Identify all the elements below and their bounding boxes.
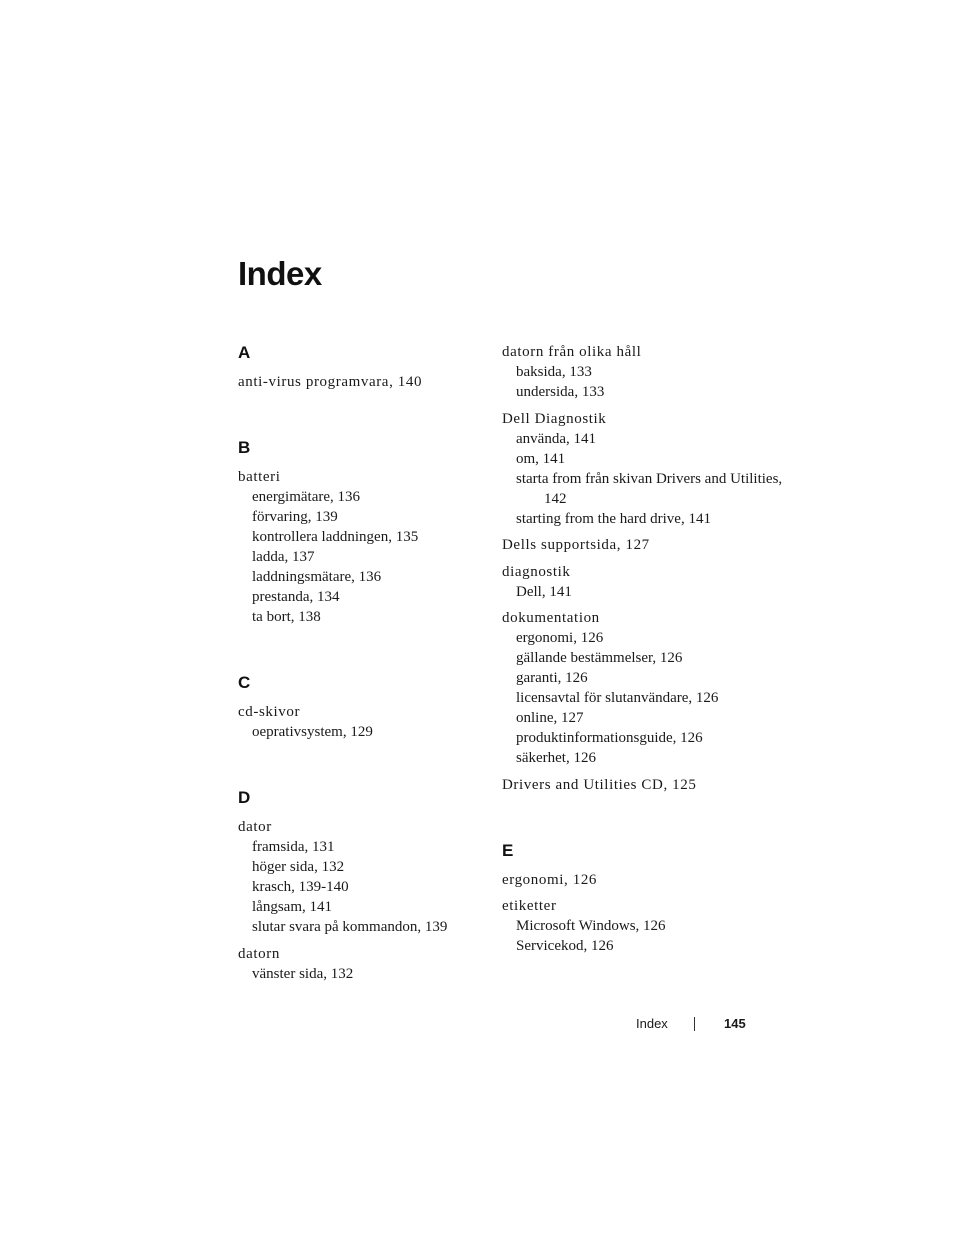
index-subterm: gällande bestämmelser, 126 bbox=[516, 650, 683, 666]
index-entry bbox=[238, 817, 488, 937]
index-subterm: höger sida, 132 bbox=[252, 859, 345, 875]
index-section bbox=[238, 787, 488, 984]
index-entry bbox=[502, 608, 752, 768]
index-term: batteri bbox=[238, 469, 281, 485]
index-subterm: vänster sida, 132 bbox=[252, 965, 354, 982]
index-subterm: ladda, 137 bbox=[252, 549, 315, 565]
index-entry bbox=[238, 702, 488, 742]
index-section bbox=[502, 342, 783, 795]
index-term: Dell Diagnostik bbox=[502, 410, 607, 427]
index-section bbox=[502, 840, 752, 957]
section-gap bbox=[502, 795, 752, 840]
index-entry bbox=[502, 409, 783, 529]
index-subterm: licensavtal för slutanvändare, 126 bbox=[516, 690, 719, 706]
section-gap bbox=[238, 742, 488, 787]
index-subterm: energimätare, 136 bbox=[252, 489, 361, 505]
index-entry bbox=[502, 775, 752, 795]
index-subterm: garanti, 126 bbox=[516, 670, 588, 686]
footer-divider bbox=[694, 1017, 695, 1031]
index-section bbox=[238, 437, 488, 627]
page-number: 145 bbox=[724, 1016, 746, 1031]
index-term: cd-skivor bbox=[238, 704, 301, 720]
index-subterm: kontrollera laddningen, 135 bbox=[252, 529, 419, 545]
index-subterm: långsam, 141 bbox=[252, 899, 332, 915]
index-subterm: ta bort, 138 bbox=[252, 609, 321, 625]
index-subterm: undersida, 133 bbox=[516, 384, 605, 400]
index-subterm: använda, 141 bbox=[516, 430, 596, 447]
index-subterm: baksida, 133 bbox=[516, 364, 592, 380]
index-subterm: oeprativsystem, 129 bbox=[252, 724, 373, 740]
index-subterm: starta from från skivan Drivers and Utilities, 142 bbox=[516, 470, 783, 507]
index-term: anti-virus programvara, 140 bbox=[238, 374, 423, 390]
index-term: Drivers and Utilities CD, 125 bbox=[502, 776, 697, 793]
page-footer bbox=[636, 1015, 748, 1035]
index-subterm: online, 127 bbox=[516, 710, 584, 726]
page-title: Index bbox=[238, 255, 322, 292]
index-column-left bbox=[238, 342, 488, 984]
section-letter: C bbox=[238, 673, 251, 692]
index-entry bbox=[502, 896, 752, 956]
index-term: dator bbox=[238, 819, 272, 835]
footer-section-label: Index bbox=[636, 1016, 668, 1031]
index-entry bbox=[238, 467, 488, 627]
index-subterm: om, 141 bbox=[516, 450, 566, 467]
index-subterm: produktinformationsguide, 126 bbox=[516, 730, 703, 746]
section-letter: D bbox=[238, 788, 251, 807]
section-gap bbox=[238, 627, 488, 672]
section-letter: E bbox=[502, 840, 514, 860]
index-subterm: ergonomi, 126 bbox=[516, 630, 604, 646]
section-gap bbox=[238, 392, 488, 437]
index-section bbox=[238, 342, 488, 392]
index-entry bbox=[238, 372, 488, 392]
index-entry bbox=[502, 870, 752, 890]
index-entry bbox=[502, 562, 752, 602]
index-term: etiketter bbox=[502, 898, 557, 914]
index-term: ergonomi, 126 bbox=[502, 871, 598, 888]
index-subterm: slutar svara på kommandon, 139 bbox=[252, 919, 448, 935]
section-letter: B bbox=[238, 438, 251, 457]
index-term: diagnostik bbox=[502, 563, 571, 580]
index-subterm: laddningsmätare, 136 bbox=[252, 569, 382, 585]
index-entry bbox=[238, 944, 488, 984]
index-subterm: förvaring, 139 bbox=[252, 509, 338, 525]
index-term: dokumentation bbox=[502, 610, 600, 626]
index-term: Dells supportsida, 127 bbox=[502, 537, 650, 553]
index-subterm: prestanda, 134 bbox=[252, 589, 340, 605]
index-subterm: säkerhet, 126 bbox=[516, 750, 596, 766]
index-subterm: Microsoft Windows, 126 bbox=[516, 918, 666, 934]
index-entry bbox=[502, 535, 752, 555]
index-term: datorn från olika håll bbox=[502, 344, 642, 360]
index-subterm: framsida, 131 bbox=[252, 839, 335, 855]
index-subterm: krasch, 139-140 bbox=[252, 879, 349, 895]
index-column-right bbox=[502, 342, 783, 956]
index-entry bbox=[502, 342, 752, 402]
index-subterm: starting from the hard drive, 141 bbox=[516, 510, 711, 527]
section-letter: A bbox=[238, 343, 251, 362]
index-term: datorn bbox=[238, 945, 280, 962]
index-section bbox=[238, 672, 488, 742]
index-subterm: Servicekod, 126 bbox=[516, 938, 614, 954]
index-subterm: Dell, 141 bbox=[516, 583, 572, 600]
